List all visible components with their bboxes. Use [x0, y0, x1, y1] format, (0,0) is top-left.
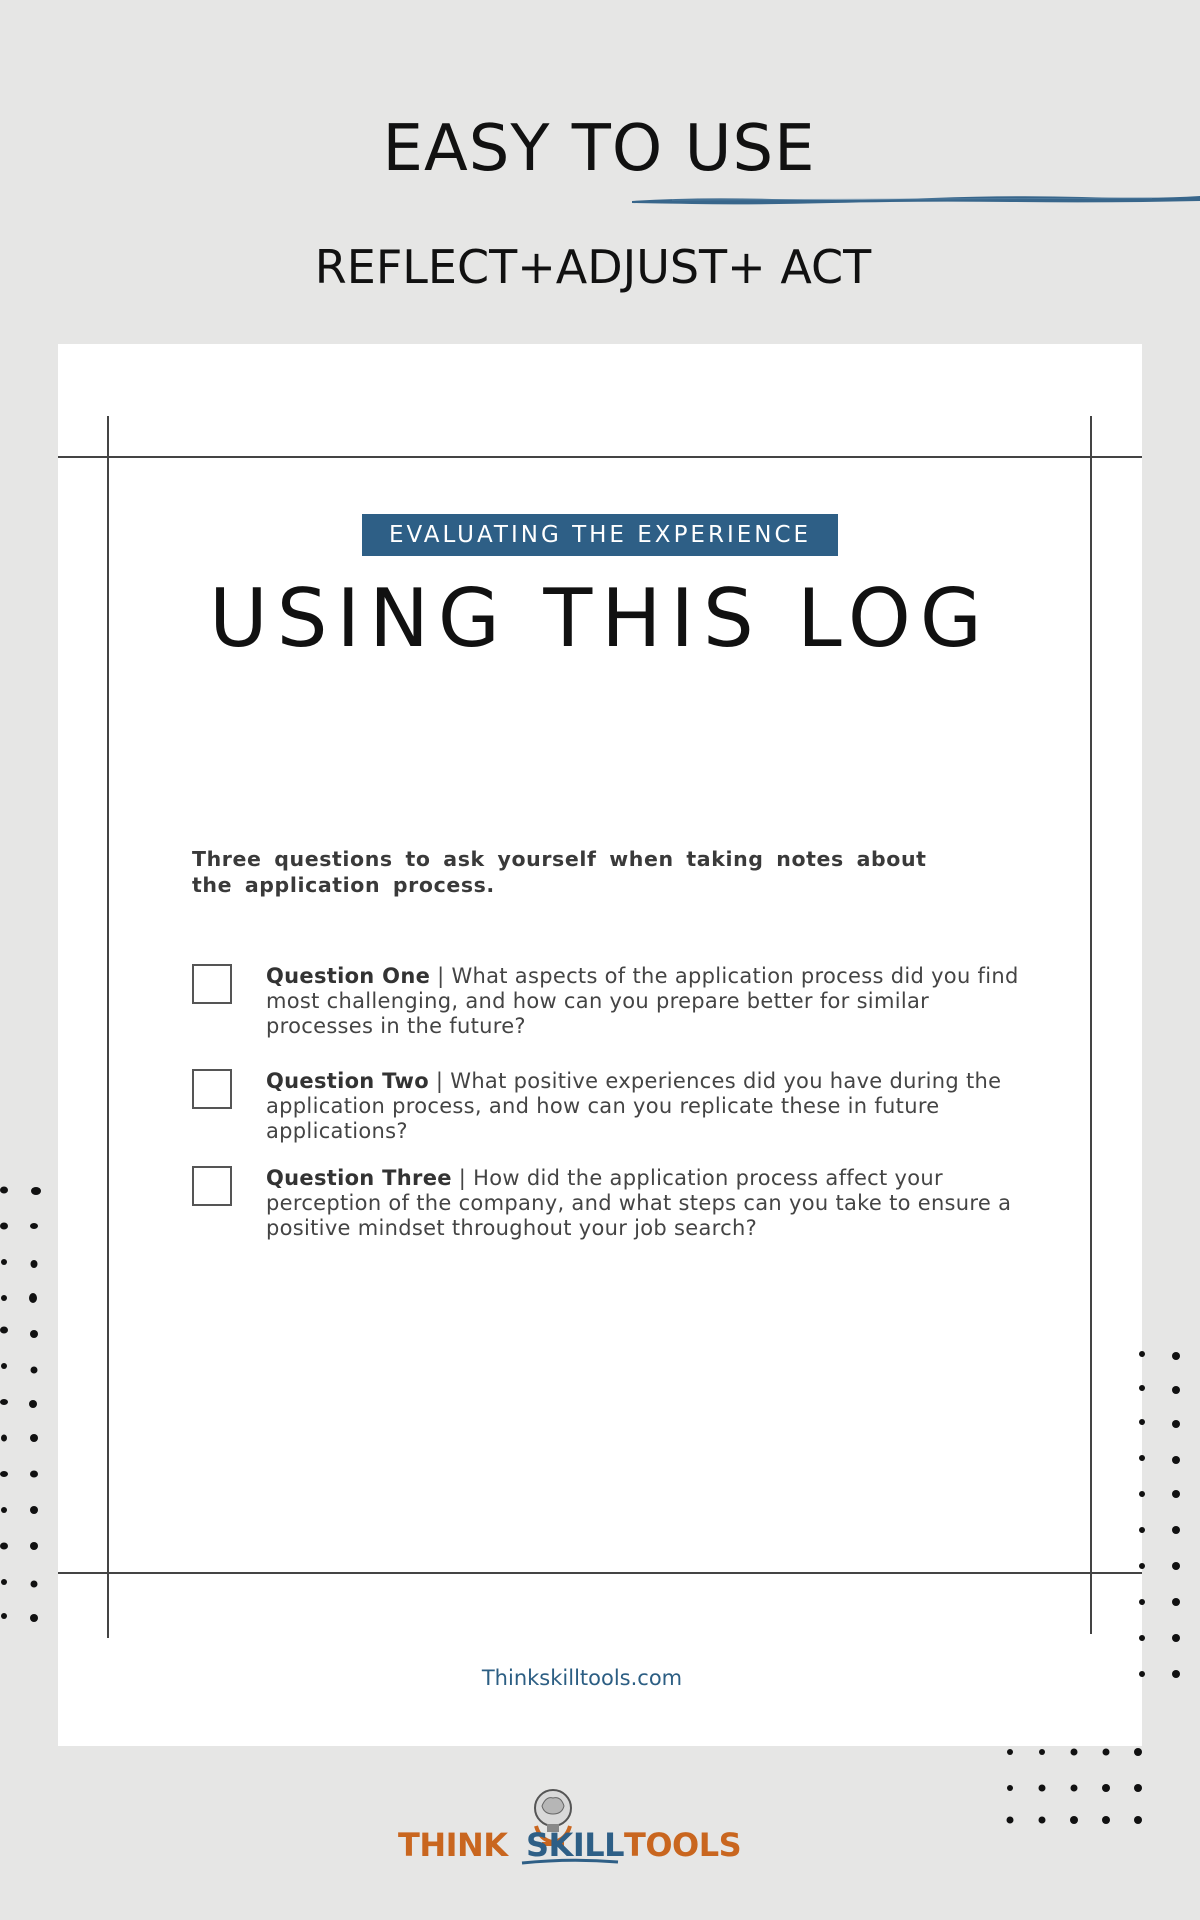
brand-logo [398, 1786, 742, 1866]
question-one-checkbox[interactable] [192, 964, 232, 1004]
logo-word-tools: TOOLS [624, 1826, 742, 1864]
question-one-text: Question One | What aspects of the application process did you find most challenging, and how can you prepare better for similar processes in the future? [266, 964, 1019, 1038]
question-three-checkbox[interactable] [192, 1166, 232, 1206]
question-two-checkbox[interactable] [192, 1069, 232, 1109]
log-heading: USING THIS LOG [209, 572, 991, 665]
frame-top-line [58, 456, 1142, 458]
section-badge: EVALUATING THE EXPERIENCE [362, 514, 838, 556]
question-two-text: Question Two | What positive experiences did you have during the application process, and how can you replicate these in future applications? [266, 1069, 1002, 1143]
question-three-text: Question Three | How did the application process affect your perception of the company, and what steps can you take to ensure a positive mindset throughout your job search? [266, 1166, 1012, 1240]
brush-stroke-decoration [632, 194, 1200, 206]
dot-pattern-left [0, 1180, 48, 1670]
logo-word-skill: SKILL [526, 1826, 625, 1864]
dot-pattern-bottom-right [996, 1740, 1176, 1840]
intro-text: Three questions to ask yourself when taking notes about the application process. [192, 847, 927, 897]
footer-url: Thinkskilltools.com [481, 1666, 683, 1690]
logo-underline-swoosh [520, 1858, 620, 1866]
page-subtitle: REFLECT+ADJUST+ ACT [314, 240, 872, 294]
logo-word-think: THINK [398, 1826, 508, 1864]
page-title: EASY TO USE [382, 112, 816, 186]
frame-bottom-line [58, 1572, 1142, 1574]
